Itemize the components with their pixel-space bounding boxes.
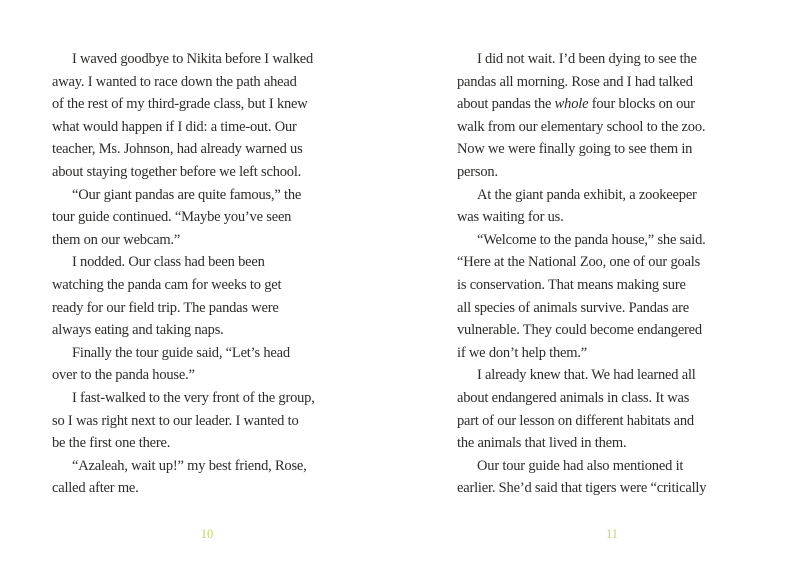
text-line — [52, 48, 362, 71]
page-number-right: 11 — [605, 527, 619, 541]
text-segment: be the first one there. — [52, 435, 171, 452]
text-line — [457, 319, 767, 342]
text-line — [457, 48, 767, 71]
text-segment: them on our webcam.” — [52, 231, 181, 248]
text-segment: away. I wanted to race down the path ahead — [52, 73, 297, 90]
text-segment: Our tour guide had also mentioned it — [477, 457, 684, 474]
text-segment: earlier. She’d said that tigers were “critically — [457, 480, 707, 497]
text-line — [52, 138, 362, 161]
text-segment: watching the panda cam for weeks to get — [52, 276, 282, 293]
text-segment: part of our lesson on different habitats and — [457, 412, 694, 429]
text-line — [52, 364, 362, 387]
text-line — [52, 206, 362, 229]
text-line — [52, 229, 362, 252]
text-line — [457, 184, 767, 207]
text-line — [52, 432, 362, 455]
text-segment: what would happen if I did: a time-out. Our — [52, 118, 297, 135]
text-segment: was waiting for us. — [457, 209, 564, 226]
text-line — [52, 93, 362, 116]
page-left — [52, 0, 362, 571]
text-segment: the animals that lived in them. — [457, 435, 627, 452]
text-line — [52, 297, 362, 320]
text-line — [457, 229, 767, 252]
text-line — [457, 297, 767, 320]
text-line — [52, 116, 362, 139]
italic-text-segment: whole — [554, 96, 589, 113]
text-segment: “Here at the National Zoo, one of our goals — [457, 254, 701, 271]
page-number-left: 10 — [200, 527, 214, 541]
page-right-text — [457, 48, 767, 500]
page-left-text — [52, 48, 362, 500]
text-segment: four blocks on our — [588, 96, 695, 113]
text-segment: I already knew that. We had learned all — [477, 367, 696, 384]
text-segment: about pandas the — [457, 96, 555, 113]
text-segment: about staying together before we left school. — [52, 163, 302, 180]
text-line — [52, 161, 362, 184]
text-line — [457, 274, 767, 297]
text-line — [457, 410, 767, 433]
text-line — [52, 342, 362, 365]
text-line — [457, 455, 767, 478]
text-line — [52, 410, 362, 433]
text-segment: Now we were finally going to see them in — [457, 141, 693, 158]
text-segment: all species of animals survive. Pandas are — [457, 299, 689, 316]
text-line — [457, 342, 767, 365]
text-line — [52, 184, 362, 207]
text-segment: vulnerable. They could become endangered — [457, 322, 702, 339]
text-segment: always eating and taking naps. — [52, 322, 224, 339]
text-segment: if we don’t help them.” — [457, 344, 588, 361]
text-line — [457, 93, 767, 116]
text-segment: of the rest of my third-grade class, but I knew — [52, 96, 308, 113]
text-segment: pandas all morning. Rose and I had talked — [457, 73, 693, 90]
text-segment: Finally the tour guide said, “Let’s head — [72, 344, 290, 361]
text-line — [52, 251, 362, 274]
text-line — [457, 364, 767, 387]
text-segment: about endangered animals in class. It was — [457, 389, 690, 406]
text-line — [457, 161, 767, 184]
text-line — [457, 138, 767, 161]
text-segment: tour guide continued. “Maybe you’ve seen — [52, 209, 292, 226]
text-line — [457, 206, 767, 229]
page-right — [457, 0, 767, 571]
text-line — [52, 455, 362, 478]
text-line — [457, 477, 767, 500]
text-line — [52, 477, 362, 500]
text-segment: walk from our elementary school to the zoo. — [457, 118, 706, 135]
text-line — [457, 116, 767, 139]
text-segment: “Welcome to the panda house,” she said. — [477, 231, 706, 248]
text-segment: over to the panda house.” — [52, 367, 195, 384]
text-segment: I waved goodbye to Nikita before I walked — [72, 51, 314, 67]
text-segment: I nodded. Our class had been been — [72, 254, 265, 271]
text-line — [457, 251, 767, 274]
text-segment: At the giant panda exhibit, a zookeeper — [477, 186, 697, 203]
text-segment: so I was right next to our leader. I wanted to — [52, 412, 299, 429]
text-line — [457, 387, 767, 410]
text-segment: I did not wait. I’d been dying to see the — [477, 51, 697, 67]
text-line — [52, 71, 362, 94]
text-line — [52, 274, 362, 297]
text-line — [457, 71, 767, 94]
text-segment: “Azaleah, wait up!” my best friend, Rose, — [72, 457, 307, 474]
text-line — [457, 432, 767, 455]
text-segment: “Our giant pandas are quite famous,” the — [72, 186, 302, 203]
text-segment: I fast-walked to the very front of the group, — [72, 389, 315, 406]
text-line — [52, 387, 362, 410]
text-line — [52, 319, 362, 342]
text-segment: called after me. — [52, 480, 139, 497]
text-segment: person. — [457, 163, 498, 180]
text-segment: ready for our field trip. The pandas were — [52, 299, 279, 316]
text-segment: is conservation. That means making sure — [457, 276, 686, 293]
text-segment: teacher, Ms. Johnson, had already warned us — [52, 141, 303, 158]
